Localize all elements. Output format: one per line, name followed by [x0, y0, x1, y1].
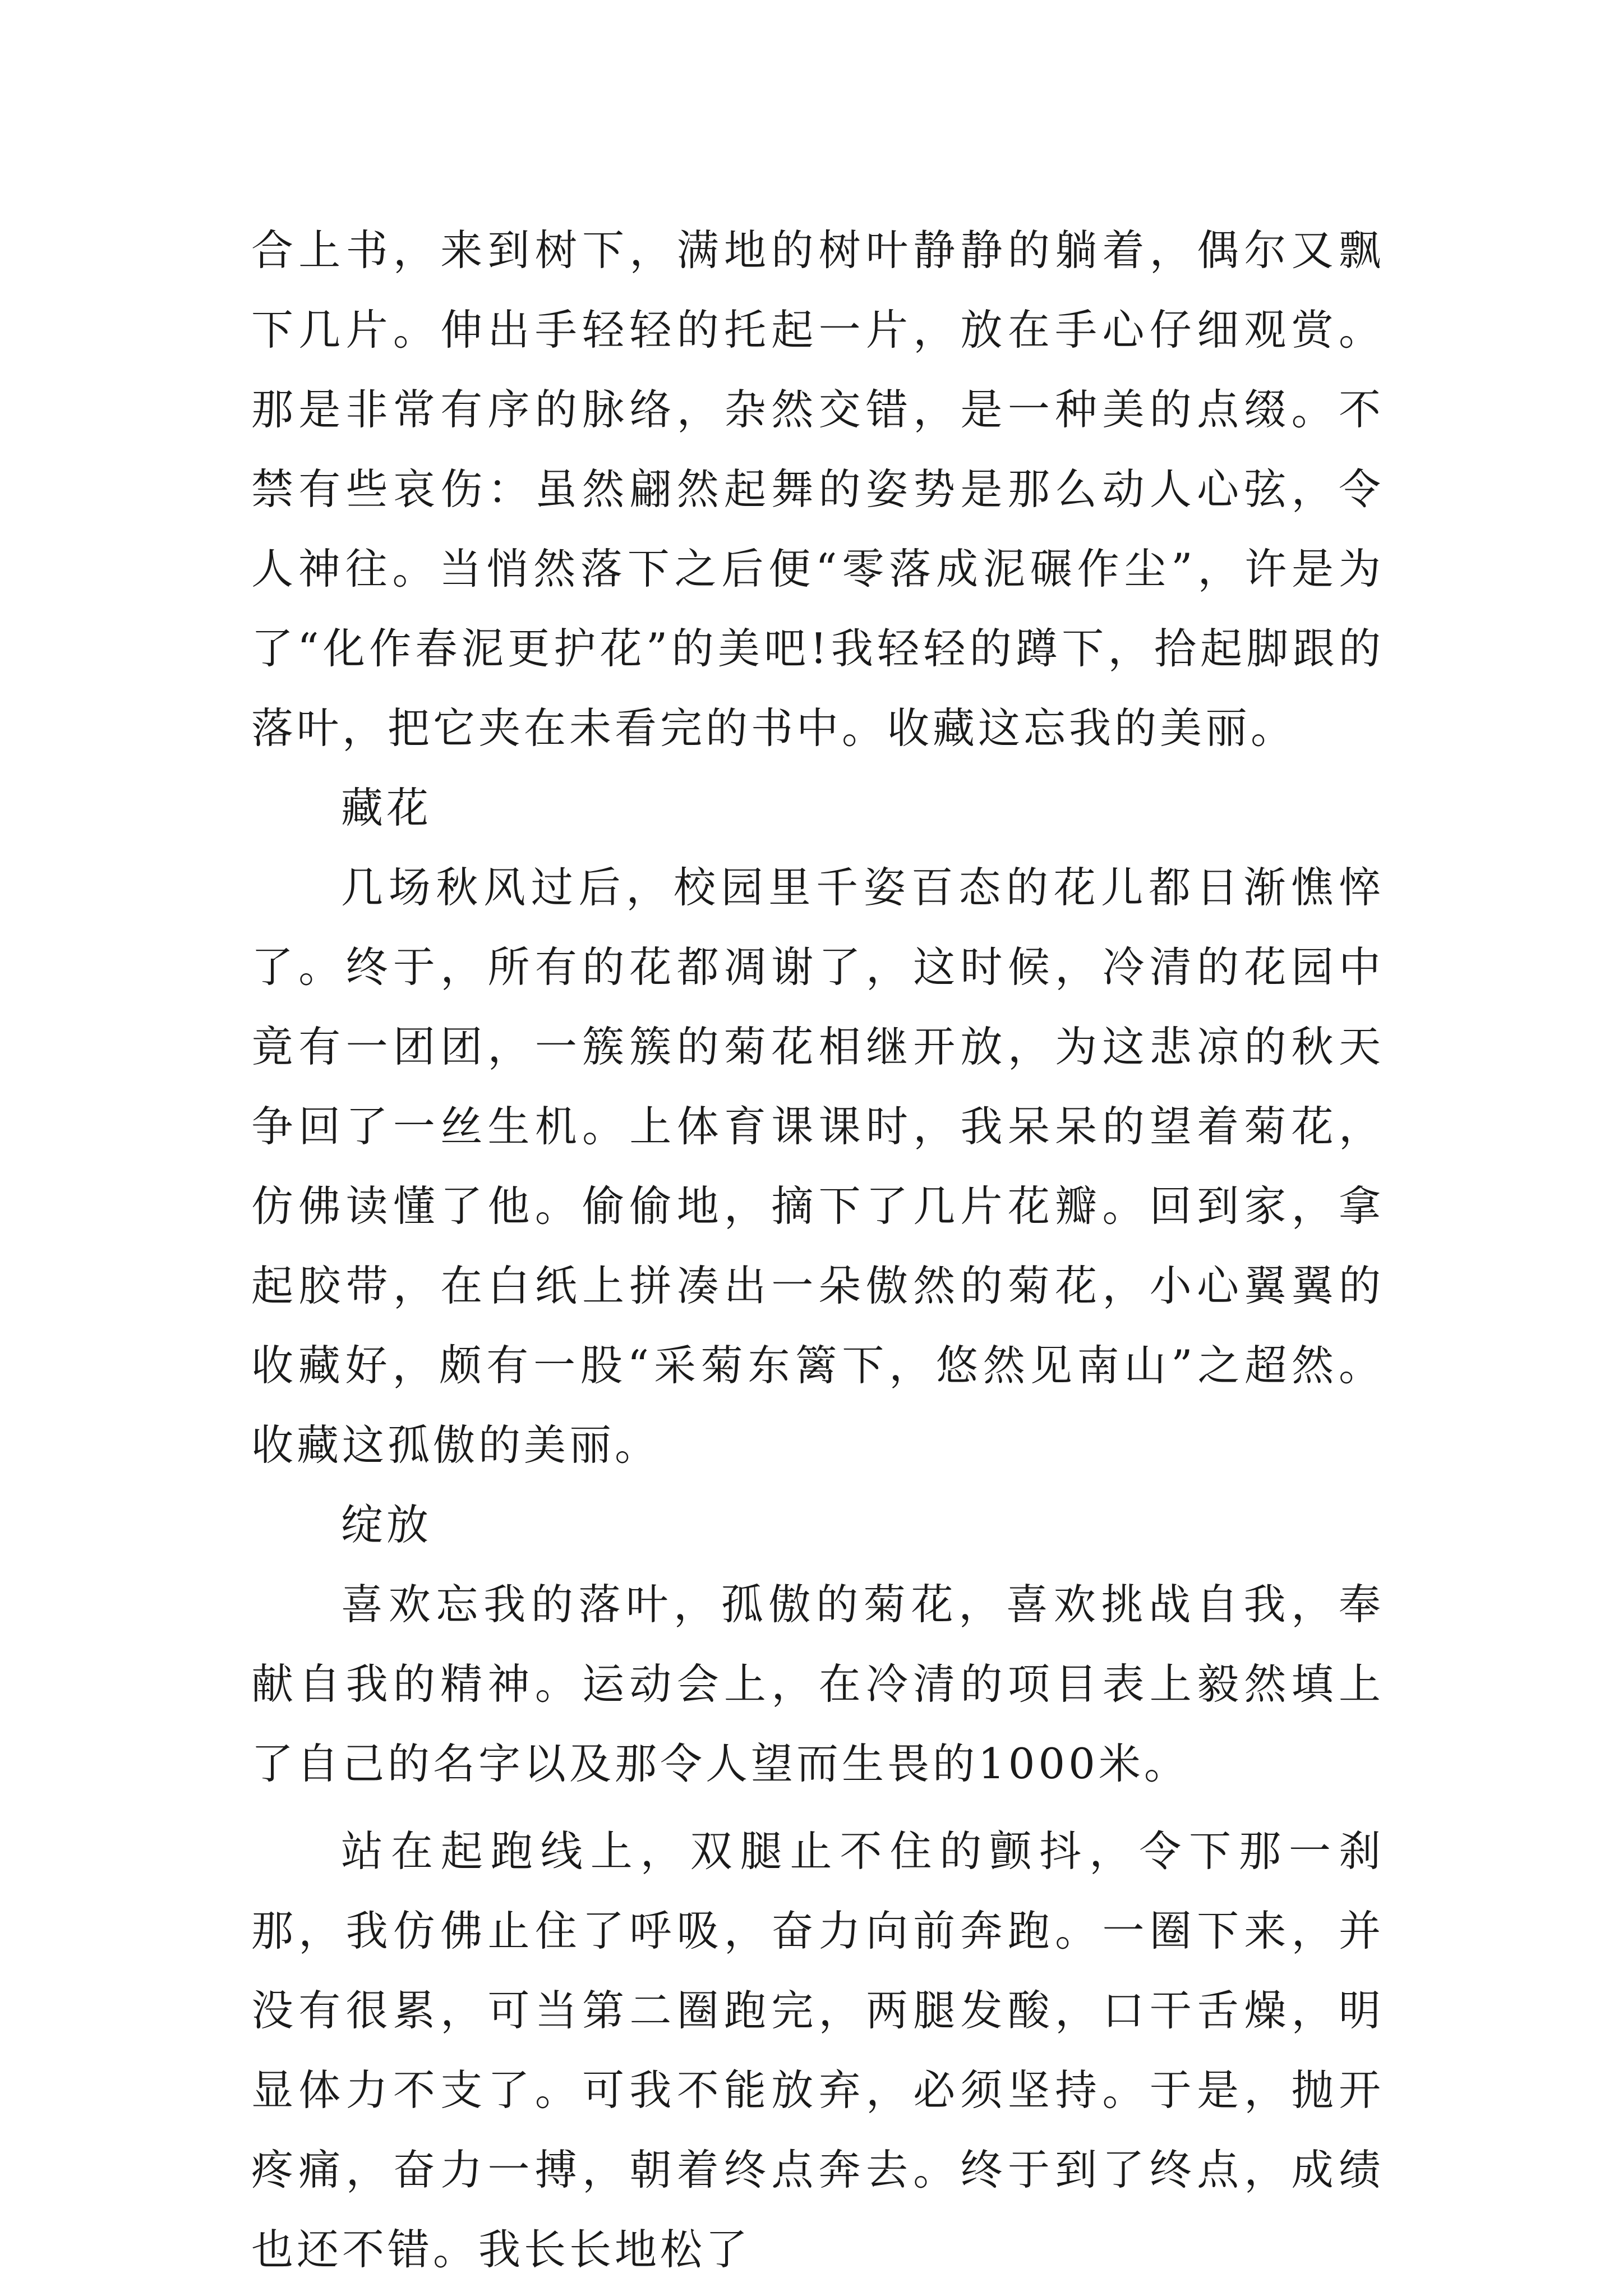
section-heading-bloom: 绽放	[341, 1500, 432, 1549]
document-body	[251, 210, 1384, 2289]
paragraph-sports-meet: 喜欢忘我的落叶，孤傲的菊花，喜欢挑战自我，奉献自我的精神。运动会上，在冷清的项目表上毅然填上了自己的名字以及那令人望而生畏的1000米。	[251, 1580, 1384, 1788]
paragraph-race: 站在起跑线上，双腿止不住的颤抖，令下那一刹那，我仿佛止住了呼吸，奋力向前奔跑。一圈下来，并没有很累，可当第二圈跑完，两腿发酸，口干舌燥，明显体力不支了。可我不能放弃，必须坚持。于是，抛开疼痛，奋力一搏，朝着终点奔去。终于到了终点，成绩也还不错。我长长地松了	[251, 1826, 1384, 2274]
paragraph-fallen-leaves: 合上书，来到树下，满地的树叶静静的躺着，偶尔又飘下几片。伸出手轻轻的托起一片，放在手心仔细观赏。那是非常有序的脉络，杂然交错，是一种美的点缀。不禁有些哀伤：虽然翩然起舞的姿势是那么动人心弦，令人神往。当悄然落下之后便“零落成泥碾作尘”，许是为了“化作春泥更护花”的美吧!我轻轻的蹲下，拾起脚跟的落叶，把它夹在未看完的书中。收藏这忘我的美丽。	[251, 226, 1384, 753]
paragraph-chrysanthemum: 几场秋风过后，校园里千姿百态的花儿都日渐憔悴了。终于，所有的花都凋谢了，这时候，冷清的花园中竟有一团团，一簇簇的菊花相继开放，为这悲凉的秋天争回了一丝生机。上体育课课时，我呆呆的望着菊花，仿佛读懂了他。偷偷地，摘下了几片花瓣。回到家，拿起胶带，在白纸上拼凑出一朵傲然的菊花，小心翼翼的收藏好，颇有一股“采菊东篱下，悠然见南山”之超然。收藏这孤傲的美丽。	[251, 863, 1384, 1470]
section-heading-hide-flowers: 藏花	[341, 783, 432, 832]
